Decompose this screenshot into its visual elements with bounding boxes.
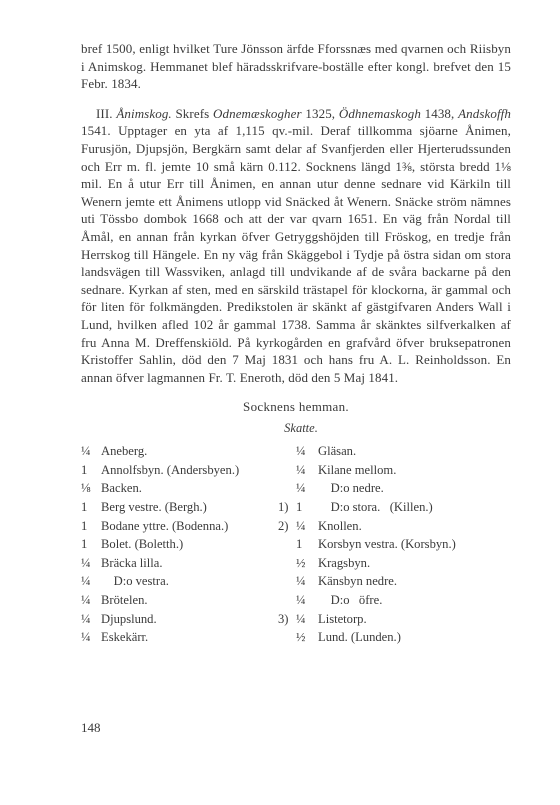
farm-share: ¼: [81, 574, 91, 589]
farm-share: 1: [81, 518, 88, 533]
farm-share: ⅛: [81, 481, 91, 496]
farm-share: 1: [296, 537, 303, 552]
farm-row: [296, 444, 511, 463]
farm-row: [81, 593, 296, 612]
farm-row: [296, 593, 511, 612]
farm-share: 1: [81, 537, 88, 552]
farm-row: [81, 556, 296, 575]
farm-name: Berg vestre. (Bergh.): [101, 500, 207, 515]
farm-row: [81, 519, 296, 538]
farm-row: [296, 519, 511, 538]
farm-share: ¼: [296, 462, 306, 477]
farm-list-left: [81, 444, 296, 649]
farm-name: Backen.: [101, 481, 142, 496]
farm-name: D:o nedre.: [318, 481, 384, 496]
farm-share: 1: [81, 500, 88, 515]
farm-share: ¼: [296, 611, 306, 626]
farm-name: Känsbyn nedre.: [318, 574, 398, 589]
page-content: [81, 40, 511, 649]
farm-row: [296, 500, 511, 519]
farms-heading: Socknens hemman.: [243, 399, 349, 415]
section-paragraph: [81, 105, 511, 387]
farm-row: [296, 481, 511, 500]
farm-row: [81, 444, 296, 463]
footnote-ref: 2): [278, 518, 289, 533]
farm-row: [81, 612, 296, 631]
farm-share: ¼: [81, 444, 91, 459]
farm-share: ¼: [296, 481, 306, 496]
farm-row: [81, 537, 296, 556]
farm-row: [81, 630, 296, 649]
farm-name: D:o stora. (Killen.): [318, 500, 433, 515]
farm-name: D:o öfre.: [318, 593, 383, 608]
farm-name: Djupslund.: [101, 611, 157, 626]
farm-share: ¼: [296, 574, 306, 589]
farm-share: ¼: [296, 593, 306, 608]
section-text: 1438,: [420, 105, 459, 121]
farm-name: Brötelen.: [101, 593, 148, 608]
farm-name: Kilane mellom.: [318, 462, 397, 477]
farm-name: Kragsbyn.: [318, 555, 371, 570]
farm-row: [296, 574, 511, 593]
farm-name: Knollen.: [318, 518, 362, 533]
footnote-ref: 3): [278, 611, 289, 626]
farm-share: ½: [296, 555, 306, 570]
section-text: Skrefs: [171, 105, 213, 121]
farm-share: ¼: [296, 518, 306, 533]
farm-name: Bolet. (Boletth.): [101, 537, 184, 552]
farm-share: ¼: [81, 611, 91, 626]
farm-row: [296, 537, 511, 556]
farm-name: D:o vestra.: [101, 574, 169, 589]
farm-name: Listetorp.: [318, 611, 367, 626]
farms-subheading: Skatte.: [284, 421, 318, 436]
farm-name: Annolfsbyn. (Andersbyen.): [101, 462, 240, 477]
farm-name: Lund. (Lunden.): [318, 630, 401, 645]
farm-name: Eskekärr.: [101, 630, 149, 645]
section-number: III.: [96, 105, 117, 121]
intro-paragraph: bref 1500, enligt hvilket Ture Jönsson ärfde Fforssnæs med qvarnen och Riisbyn i Animskog. Hemmanet blef häradsskrifvare-boställe efter kongl. brefvet den 15 Febr. 1834.: [81, 41, 511, 92]
farm-list-right: [296, 444, 511, 649]
farm-share: ¼: [296, 444, 306, 459]
farm-share: ¼: [81, 555, 91, 570]
farm-row: [296, 630, 511, 649]
farm-row: [81, 574, 296, 593]
farm-tables: [81, 444, 511, 649]
farm-share: 1: [81, 462, 88, 477]
section-text: 1325,: [301, 105, 339, 121]
farm-name: Bräcka lilla.: [101, 555, 163, 570]
farm-share: ¼: [81, 630, 91, 645]
farm-row: [81, 481, 296, 500]
farm-row: [296, 612, 511, 631]
farm-row: [296, 556, 511, 575]
historic-name-3: Andskoffh: [458, 105, 511, 121]
farm-name: Bodane yttre. (Bodenna.): [101, 518, 229, 533]
farm-share: ½: [296, 630, 306, 645]
farm-row: [81, 500, 296, 519]
footnote-ref: 1): [278, 500, 289, 515]
historic-name-2: Ödhnemaskogh: [338, 105, 421, 121]
farm-row: [81, 463, 296, 482]
farm-name: Aneberg.: [101, 444, 148, 459]
farm-share: ¼: [81, 593, 91, 608]
farm-share: 1: [296, 500, 303, 515]
farm-name: Gläsan.: [318, 444, 357, 459]
page-number: 148: [81, 720, 101, 735]
farm-name: Korsbyn vestra. (Korsbyn.): [318, 537, 456, 552]
farm-row: [296, 463, 511, 482]
historic-name-1: Odnemæskogher: [213, 105, 302, 121]
section-body: 1541. Upptager en yta af 1,115 qv.-mil. Deraf tillkomma sjöarne Ånimen, Furusjön, Djupsjön, Bergkärn samt delar af Svanfjerden eller Hjerterudssunden och Err m. fl. jemte 10 små kärn 0.112. Socknens längd 1⅜, största bredd 1⅛ mil. En å utur Err till Ånimen, en annan utur denne sednare vid Kärkiln till Wenern jemte ett Ånimens utlopp vid Snäcked åt Wenern. Snäcke ström nämnes uti Tössbo dombok 1668 och att der var qvarn 1651. En väg från Nordal till Åmål, en annan från kyrkan öfver Getryggshöjden till Fröskog, en tredje från Herrskog till Hängele. En ny väg från Skäggebol i Tydje på östra sidan om stora landsvägen till Wassviken, anlagd till undvikande af de svåra backarne på den sednare. Kyrkan af sten, med en särskild trästapel för klockorna, är gammal och för liten för folkmängden. Predikstolen är skänkt af gästgifvaren Anders Wall i Lund, hvilken afled 102 år gammal 1738. Samma år skänktes silfverkalken af fru Anna M. Dreffenskiöld. På kyrkogården en grafvård öfver bruksepatronen Kristoffer Sahlin, död den 7 Maj 1831 och hans fru A. L. Reinholdsson. En annan öfver lagmannen Fr. T. Eneroth, död den 5 Maj 1841.: [81, 123, 511, 385]
parish-name: Ånimskog.: [116, 105, 172, 121]
